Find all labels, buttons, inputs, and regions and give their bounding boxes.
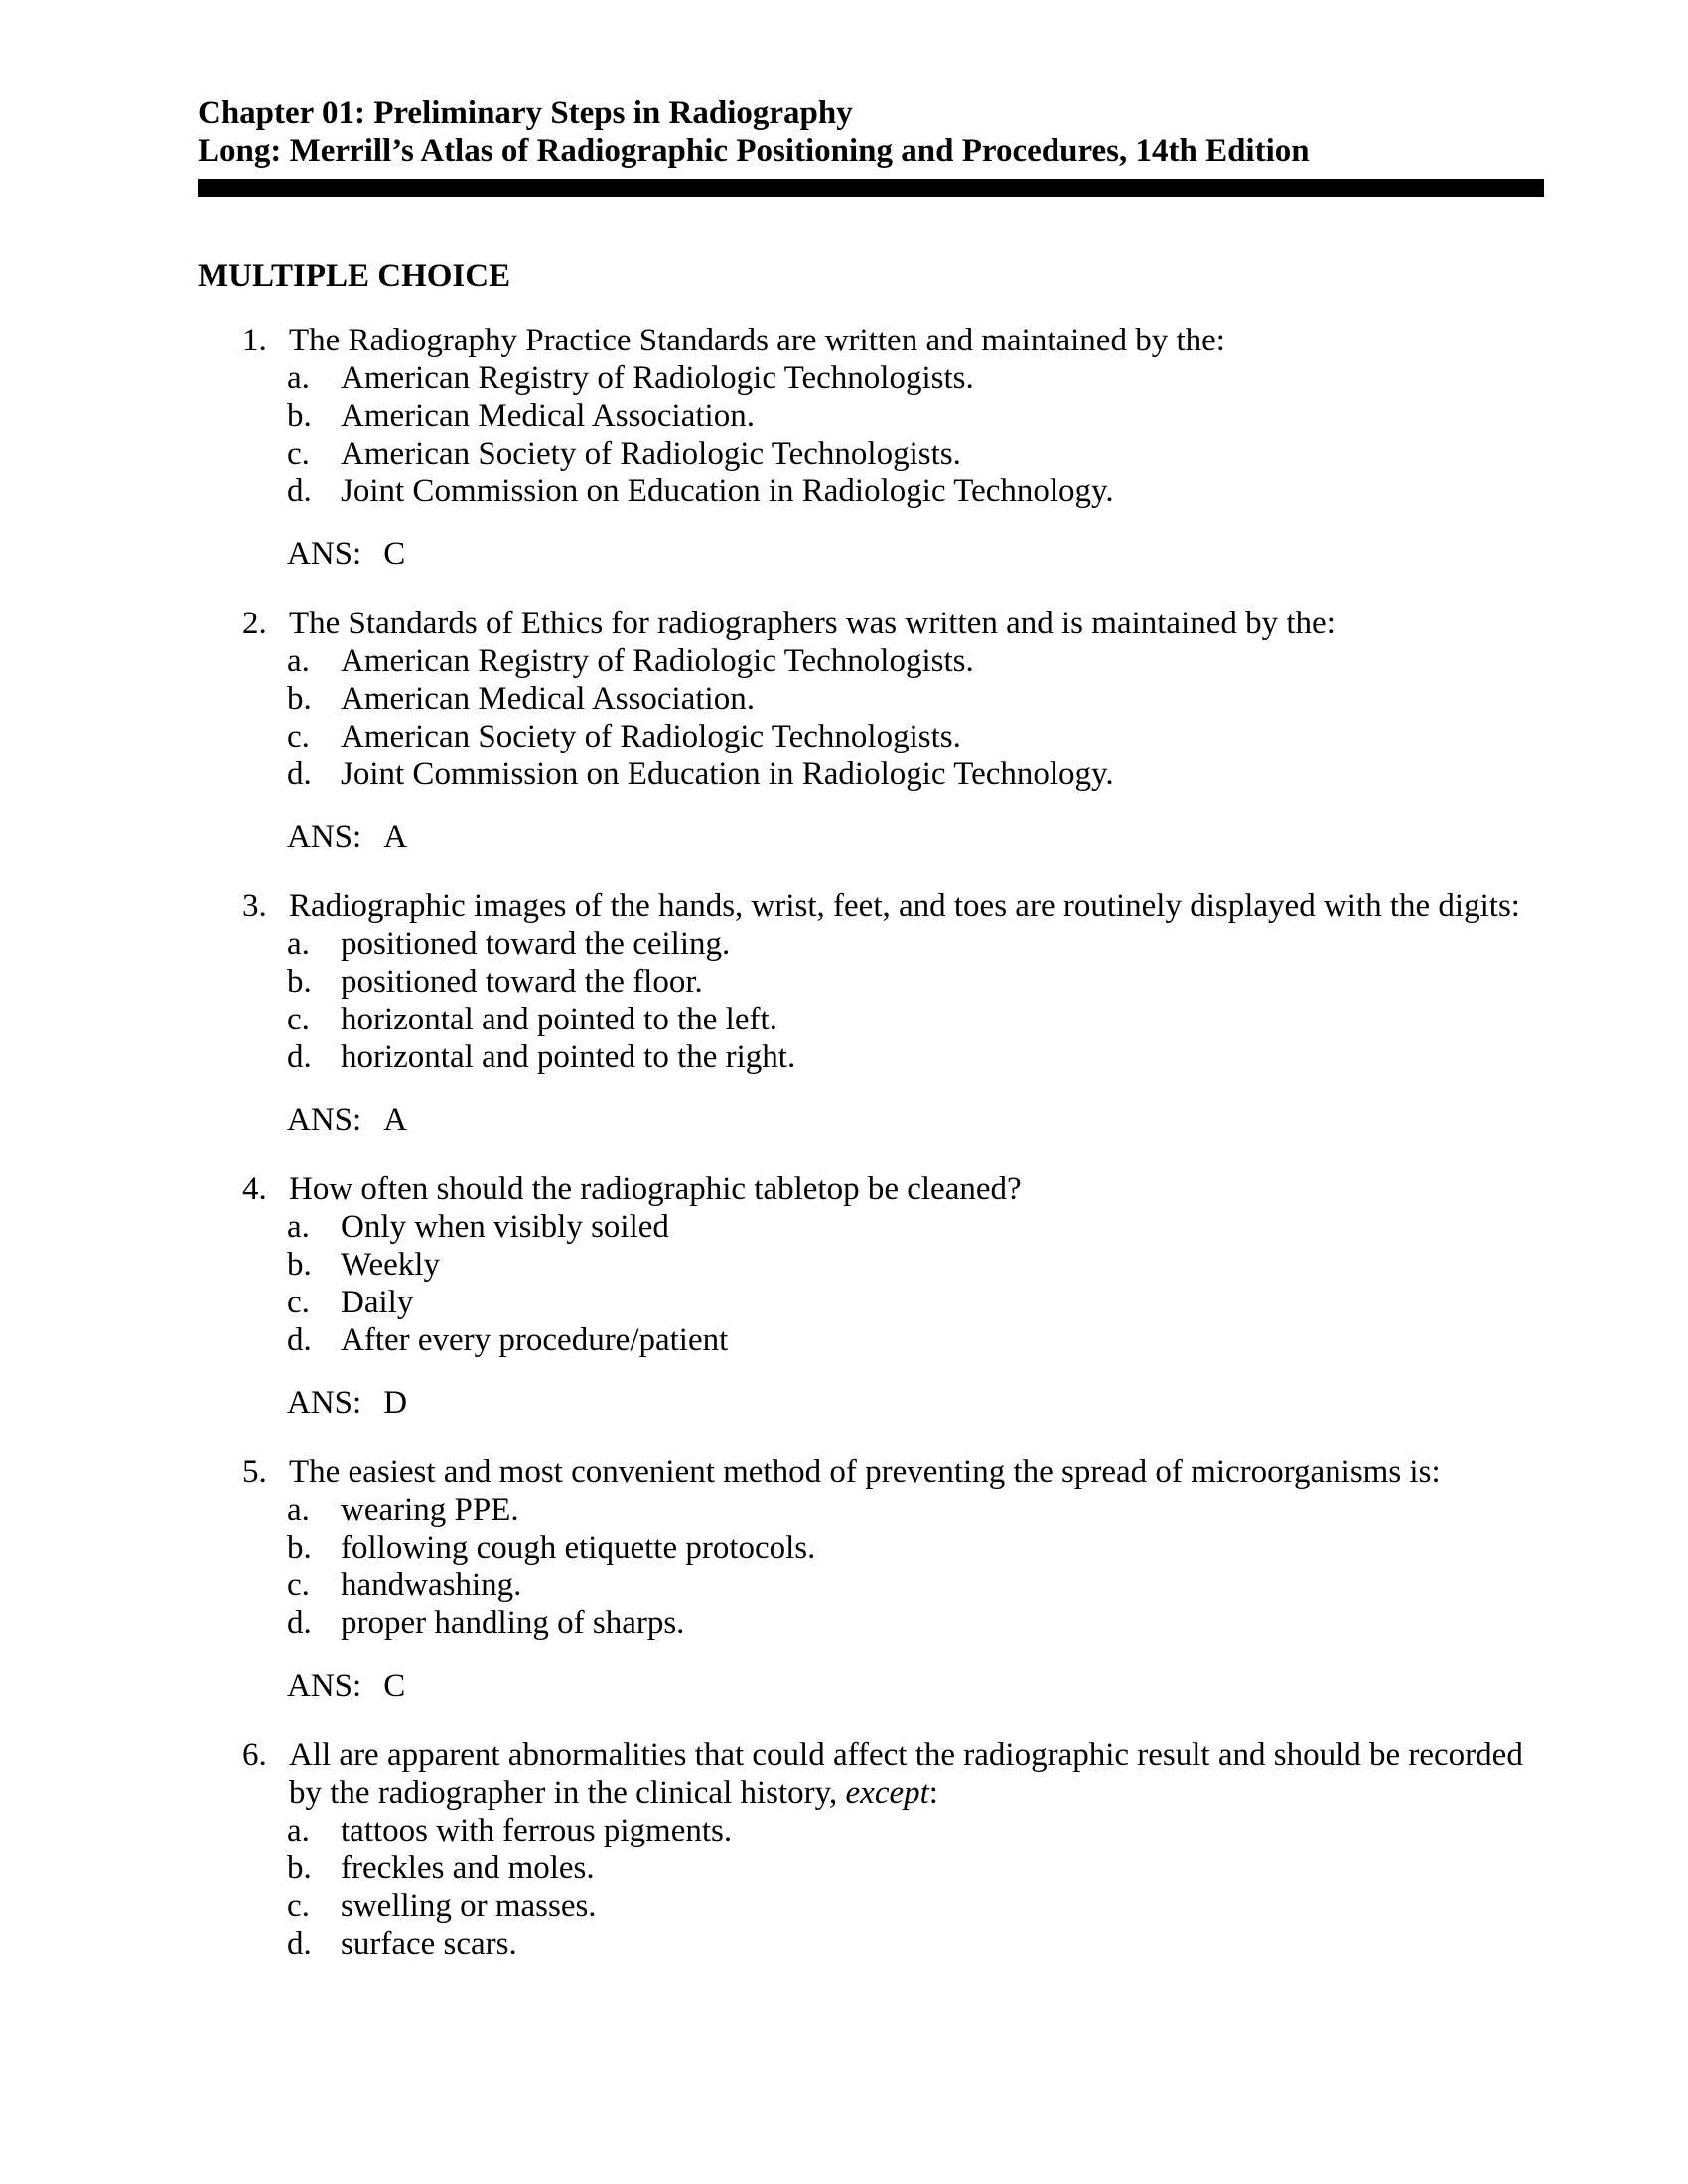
option-letter: d.	[287, 474, 312, 509]
option-row	[198, 1038, 1540, 1076]
option-row	[198, 1208, 1540, 1246]
option-text: freckles and moles.	[341, 1850, 595, 1886]
option-text: Joint Commission on Education in Radiologic Technology.	[341, 756, 1114, 792]
option-letter: d.	[287, 1605, 312, 1641]
question-text	[289, 1736, 1540, 1812]
option-row	[198, 1925, 1540, 1963]
answer-label: ANS:	[287, 1102, 362, 1138]
option-row	[198, 397, 1540, 435]
option-letter: b.	[287, 681, 312, 717]
option-row	[198, 1284, 1540, 1321]
question-1	[198, 322, 1540, 573]
option-text: American Registry of Radiologic Technologists.	[341, 643, 974, 679]
answer-line	[198, 1101, 1540, 1139]
question-text: The Radiography Practice Standards are written and maintained by the:	[289, 323, 1225, 358]
option-letter: a.	[287, 1209, 310, 1245]
answer-label: ANS:	[287, 819, 362, 855]
question-6	[198, 1736, 1540, 1963]
answer-label: ANS:	[287, 1385, 362, 1421]
question-text-segment: :	[928, 1775, 938, 1811]
question-number: 3.	[242, 888, 267, 924]
option-row	[198, 1567, 1540, 1604]
option-letter: d.	[287, 1926, 312, 1962]
option-letter: d.	[287, 1039, 312, 1075]
option-letter: c.	[287, 1888, 310, 1924]
option-text: After every procedure/patient	[341, 1322, 729, 1358]
option-letter: b.	[287, 398, 312, 434]
option-letter: c.	[287, 1285, 310, 1320]
option-text: wearing PPE.	[341, 1492, 519, 1528]
option-text: American Medical Association.	[341, 398, 755, 434]
question-3	[198, 887, 1540, 1139]
option-letter: b.	[287, 1530, 312, 1566]
option-text: Weekly	[341, 1247, 440, 1283]
question-stem	[198, 605, 1540, 642]
option-row	[198, 1849, 1540, 1887]
answer-line	[198, 1667, 1540, 1705]
question-text: Radiographic images of the hands, wrist, feet, and toes are routinely displayed with the digits:	[289, 888, 1520, 924]
answer-line	[198, 535, 1540, 573]
book-title: Long: Merrill’s Atlas of Radiographic Positioning and Procedures, 14th Edition	[198, 133, 1310, 169]
option-text: swelling or masses.	[341, 1888, 597, 1924]
question-stem	[198, 887, 1540, 925]
option-text: American Society of Radiologic Technologists.	[341, 436, 961, 472]
question-stem	[198, 322, 1540, 359]
option-row	[198, 718, 1540, 755]
question-text-segment: All are apparent abnormalities that could affect the radiographic result and should be recorded by the radiographer in the clinical history,	[289, 1737, 1523, 1811]
option-row	[198, 963, 1540, 1001]
option-letter: d.	[287, 756, 312, 792]
option-text: horizontal and pointed to the right.	[341, 1039, 796, 1075]
option-row	[198, 1321, 1540, 1359]
answer-value: D	[383, 1385, 408, 1421]
option-letter: c.	[287, 1002, 310, 1037]
question-text: How often should the radiographic tabletop be cleaned?	[289, 1171, 1022, 1207]
question-number: 4.	[242, 1171, 267, 1207]
question-2	[198, 605, 1540, 856]
option-text: handwashing.	[341, 1568, 522, 1603]
option-row	[198, 680, 1540, 718]
question-5	[198, 1453, 1540, 1705]
option-text: positioned toward the floor.	[341, 964, 703, 1000]
question-stem	[198, 1453, 1540, 1491]
option-letter: c.	[287, 436, 310, 472]
option-text: surface scars.	[341, 1926, 517, 1962]
question-text: The easiest and most convenient method of preventing the spread of microorganisms is:	[289, 1454, 1441, 1490]
answer-line	[198, 818, 1540, 856]
option-row	[198, 1887, 1540, 1925]
option-letter: a.	[287, 926, 310, 962]
option-text: positioned toward the ceiling.	[341, 926, 731, 962]
option-text: Joint Commission on Education in Radiologic Technology.	[341, 474, 1114, 509]
question-4	[198, 1170, 1540, 1422]
question-text: The Standards of Ethics for radiographers was written and is maintained by the:	[289, 606, 1336, 641]
document-header	[198, 94, 1688, 197]
option-text: Only when visibly soiled	[341, 1209, 669, 1245]
answer-label: ANS:	[287, 536, 362, 572]
question-stem	[198, 1170, 1540, 1208]
question-number: 5.	[242, 1454, 267, 1490]
answer-value: A	[383, 819, 408, 855]
answer-value: C	[383, 536, 406, 572]
chapter-title: Chapter 01: Preliminary Steps in Radiography	[198, 95, 853, 131]
option-text: following cough etiquette protocols.	[341, 1530, 816, 1566]
question-number: 6.	[242, 1737, 267, 1773]
option-row	[198, 435, 1540, 473]
option-row	[198, 359, 1540, 397]
option-text: horizontal and pointed to the left.	[341, 1002, 777, 1037]
question-number: 2.	[242, 606, 267, 641]
option-text: tattoos with ferrous pigments.	[341, 1813, 733, 1848]
option-text: Daily	[341, 1285, 414, 1320]
option-letter: b.	[287, 964, 312, 1000]
answer-value: A	[383, 1102, 408, 1138]
option-row	[198, 642, 1540, 680]
option-letter: a.	[287, 1492, 310, 1528]
option-row	[198, 1246, 1540, 1284]
option-row	[198, 473, 1540, 510]
option-letter: a.	[287, 1813, 310, 1848]
option-row	[198, 755, 1540, 793]
option-letter: c.	[287, 719, 310, 754]
option-text: American Society of Radiologic Technologists.	[341, 719, 961, 754]
header-divider	[198, 179, 1544, 197]
option-letter: d.	[287, 1322, 312, 1358]
option-row	[198, 1812, 1540, 1849]
answer-label: ANS:	[287, 1668, 362, 1704]
option-letter: b.	[287, 1247, 312, 1283]
option-row	[198, 925, 1540, 963]
answer-line	[198, 1384, 1540, 1422]
question-stem	[198, 1736, 1540, 1812]
answer-value: C	[383, 1668, 406, 1704]
option-letter: a.	[287, 643, 310, 679]
option-text: American Registry of Radiologic Technologists.	[341, 360, 974, 396]
option-row	[198, 1491, 1540, 1529]
option-letter: a.	[287, 360, 310, 396]
option-letter: b.	[287, 1850, 312, 1886]
option-row	[198, 1604, 1540, 1642]
option-text: proper handling of sharps.	[341, 1605, 685, 1641]
question-text-italic: except	[845, 1775, 929, 1811]
question-number: 1.	[242, 323, 267, 358]
section-title: MULTIPLE CHOICE	[198, 258, 511, 294]
option-row	[198, 1001, 1540, 1038]
option-letter: c.	[287, 1568, 310, 1603]
option-row	[198, 1529, 1540, 1567]
option-text: American Medical Association.	[341, 681, 755, 717]
